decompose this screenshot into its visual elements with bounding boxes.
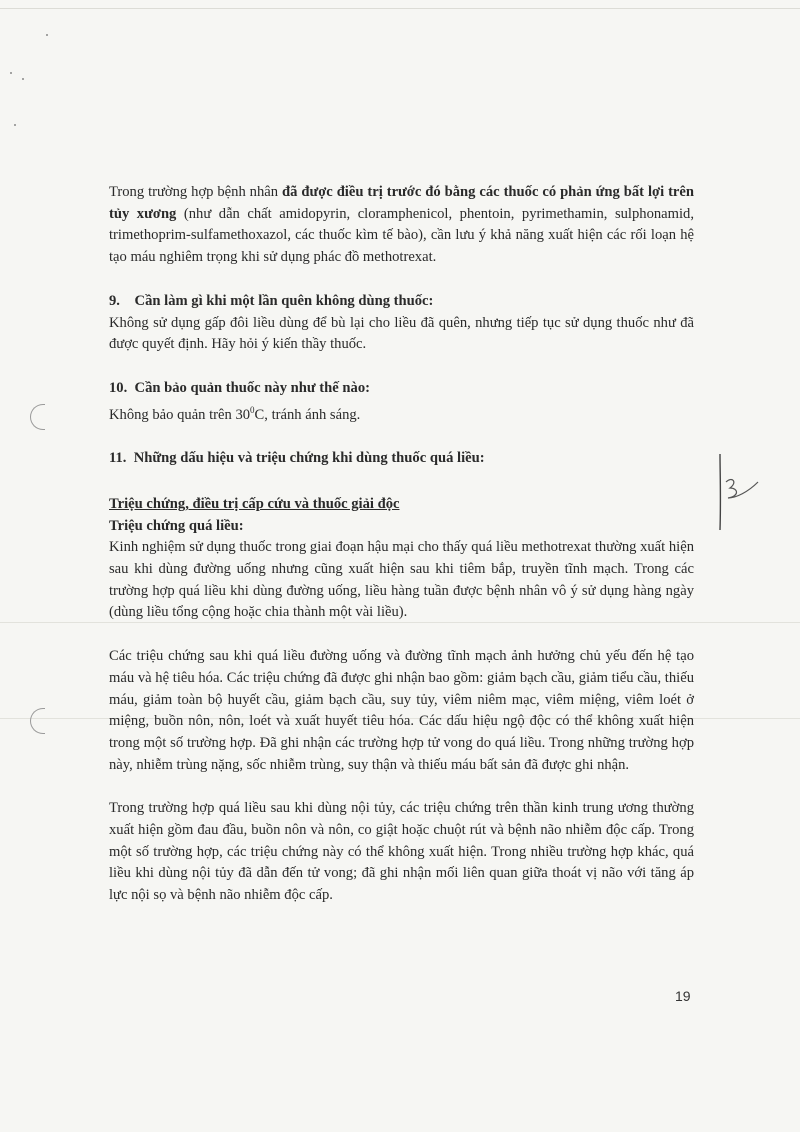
subsection-heading: Triệu chứng quá liều: (109, 517, 244, 534)
scan-speck (22, 78, 24, 80)
overdose-paragraph-3: Trong trường hợp quá liều sau khi dùng nội tủy, các triệu chứng trên thần kinh trung ương thường xuất hiện gồm đau đầu, buồn nôn và nôn, co giật hoặc chuột rút và bệnh não nhiễm độc cấp. Trong một số trường hợp, các triệu chứng này có thể không xuất hiện. Trong nhiều trường hợp khác, quá liều khi dùng nội tủy đã dẫn đến tử vong; đã ghi nhận mối liên quan giữa thoát vị não với tăng áp lực nội sọ và bệnh não nhiễm độc cấp. (109, 800, 694, 904)
punch-hole-mark (30, 404, 45, 430)
handwritten-initial-mark (712, 452, 762, 532)
section-9-text: Không sử dụng gấp đôi liều dùng để bù lại cho liều đã quên, nhưng tiếp tục sử dụng thuốc như đã được quyết định. Hãy hỏi ý kiến thầy thuốc. (109, 314, 694, 353)
page-number: 19 (675, 988, 691, 1004)
punch-hole-mark (30, 708, 45, 734)
overdose-paragraph-1: Kinh nghiệm sử dụng thuốc trong giai đoạn hậu mại cho thấy quá liều methotrexat thường xuất hiện sau khi dùng đường uống nhưng cũng xuất hiện sau khi tiêm bắp, truyền tĩnh mạch. Trong các trường hợp quá liều khi dùng đường uống, liều hàng tuần được bệnh nhân vô ý sử dụng hàng ngày (dùng liều tổng cộng hoặc chia thành một vài liều). (109, 539, 694, 621)
scan-speck (46, 34, 48, 36)
section-9-heading: 9. Cần làm gì khi một lần quên không dùng thuốc: (109, 292, 434, 309)
intro-text-rest: (như dẫn chất amidopyrin, cloramphenicol, phentoin, pyrimethamin, sulphonamid, trimethoprim-sulfamethoxazol, các thuốc kìm tế bào), cần lưu ý khả năng xuất hiện các rối loạn hệ tạo máu nghiêm trọng khi sử dụng phác đồ methotrexat. (109, 205, 694, 266)
document-body (109, 182, 694, 907)
intro-text: Trong trường hợp bệnh nhân (109, 184, 282, 200)
subsection-heading-underlined: Triệu chứng, điều trị cấp cứu và thuốc giải độc (109, 495, 400, 512)
section-11-heading: 11. Những dấu hiệu và triệu chứng khi dùng thuốc quá liều: (109, 450, 485, 467)
scan-speck (10, 72, 12, 74)
section-10-text: Không bảo quản trên $30^0C$, tránh ánh sáng. (109, 404, 361, 423)
intro-paragraph (109, 182, 694, 269)
intro-bold-text: đã được điều trị trước đó bằng các thuốc có phản ứng bất lợi trên tủy xương (109, 184, 694, 222)
scan-edge-line (0, 8, 800, 9)
scan-speck (14, 124, 16, 126)
section-10-heading: 10. Cần bảo quản thuốc này như thế nào: (109, 379, 370, 396)
overdose-paragraph-2: Các triệu chứng sau khi quá liều đường uống và đường tĩnh mạch ảnh hưởng chủ yếu đến hệ tạo máu và hệ tiêu hóa. Các triệu chứng đã được ghi nhận bao gồm: giảm bạch cầu, giảm tiểu cầu, thiếu máu, giảm toàn bộ huyết cầu, giảm bạch cầu, suy tủy, viêm niêm mạc, viêm miệng, viêm loét ở miệng, buồn nôn, nôn, loét và xuất huyết tiêu hóa. Các dấu hiệu ngộ độc có thể không xuất hiện trong một số trường hợp. Đã ghi nhận các trường hợp tử vong do quá liều. Trong những trường hợp này, nhiễm trùng nặng, sốc nhiễm trùng, suy thận và thiếu máu bất sản đã được ghi nhận. (109, 648, 694, 773)
